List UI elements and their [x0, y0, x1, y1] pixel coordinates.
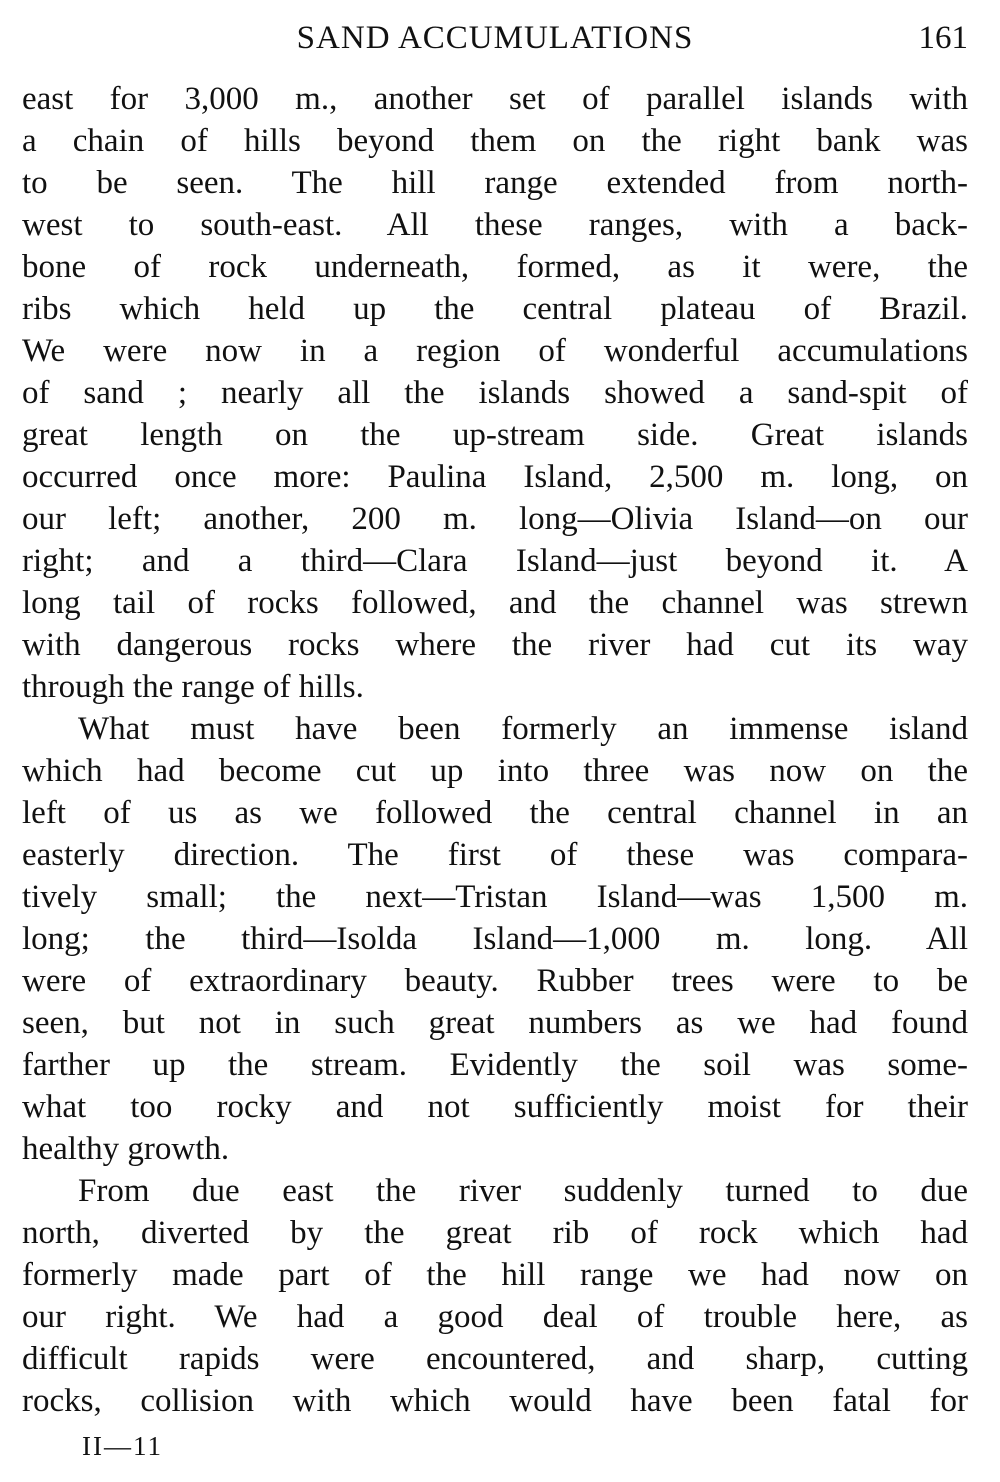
- body-text: [22, 78, 968, 1422]
- text-line: to be seen. The hill range extended from north-: [22, 165, 968, 201]
- text-line: seen, but not in such great numbers as we had found: [22, 1005, 968, 1041]
- text-line: difficult rapids were encountered, and sharp, cutting: [22, 1341, 968, 1377]
- paragraph-1: [22, 78, 968, 708]
- text-line: great length on the up-stream side. Great islands: [22, 417, 968, 453]
- text-line: long; the third—Isolda Island—1,000 m. long. All: [22, 921, 968, 957]
- page-number: 161: [918, 20, 968, 56]
- text-line: which had become cut up into three was now on the: [22, 753, 968, 789]
- text-line: bone of rock underneath, formed, as it were, the: [22, 249, 968, 285]
- text-line: long tail of rocks followed, and the channel was strewn: [22, 585, 968, 621]
- text-line: We were now in a region of wonderful accumulations: [22, 333, 968, 369]
- text-line: easterly direction. The first of these was compara-: [22, 837, 968, 873]
- text-line: of sand ; nearly all the islands showed a sand-spit of: [22, 375, 968, 411]
- text-line: our right. We had a good deal of trouble here, as: [22, 1299, 968, 1335]
- text-line: From due east the river suddenly turned to due: [78, 1173, 968, 1209]
- text-line: farther up the stream. Evidently the soil was some-: [22, 1047, 968, 1083]
- text-line: formerly made part of the hill range we had now on: [22, 1257, 968, 1293]
- text-line: north, diverted by the great rib of rock which had: [22, 1215, 968, 1251]
- text-line: what too rocky and not sufficiently moist for their: [22, 1089, 968, 1125]
- text-line: were of extraordinary beauty. Rubber trees were to be: [22, 963, 968, 999]
- text-line: a chain of hills beyond them on the right bank was: [22, 123, 968, 159]
- signature-mark: II—11: [82, 1431, 163, 1461]
- paragraph-3: [22, 1170, 968, 1422]
- running-title: SAND ACCUMULATIONS: [296, 20, 694, 56]
- running-head: [22, 16, 968, 60]
- text-line: left of us as we followed the central channel in an: [22, 795, 968, 831]
- text-line: healthy growth.: [22, 1131, 230, 1167]
- paragraph-2: [22, 708, 968, 1170]
- text-line: rocks, collision with which would have been fatal for: [22, 1383, 968, 1419]
- text-line: west to south-east. All these ranges, with a back-: [22, 207, 968, 243]
- text-line: occurred once more: Paulina Island, 2,500 m. long, on: [22, 459, 968, 495]
- text-line: our left; another, 200 m. long—Olivia Island—on our: [22, 501, 968, 537]
- text-line: east for 3,000 m., another set of parallel islands with: [22, 81, 968, 117]
- text-line: tively small; the next—Tristan Island—was 1,500 m.: [22, 879, 968, 915]
- text-line: through the range of hills.: [22, 669, 364, 705]
- text-line: ribs which held up the central plateau of Brazil.: [22, 291, 968, 327]
- text-line: right; and a third—Clara Island—just beyond it. A: [22, 543, 968, 579]
- text-line: with dangerous rocks where the river had cut its way: [22, 627, 968, 663]
- text-line: What must have been formerly an immense island: [78, 711, 968, 747]
